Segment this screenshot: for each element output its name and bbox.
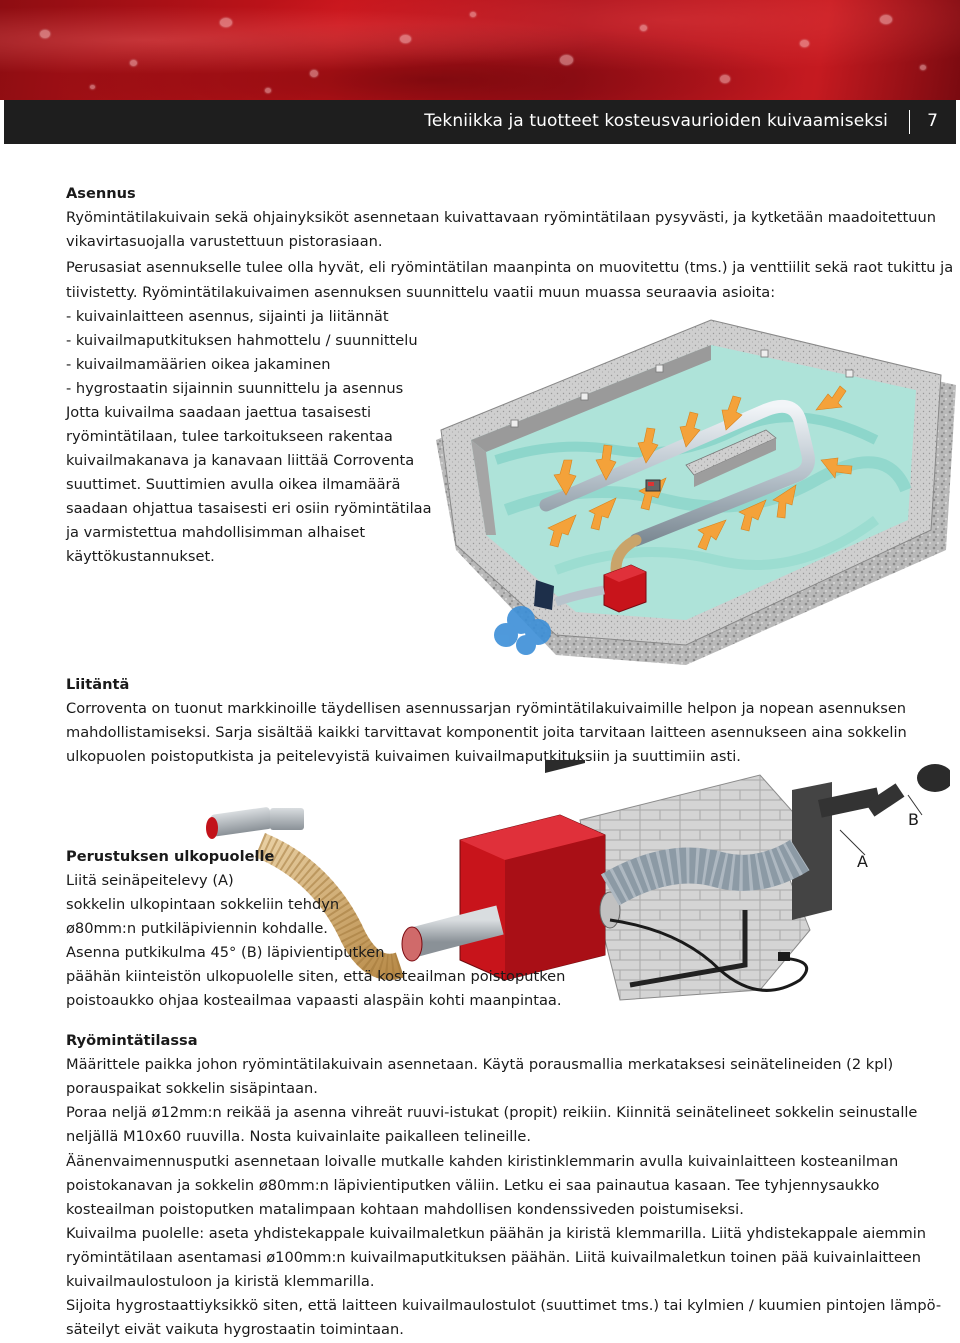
asennus-line: - hygrostaatin sijainnin suunnittelu ja asennus bbox=[66, 380, 404, 397]
page-number: 7 bbox=[927, 111, 938, 131]
ryomintatilassa-line: Määrittele paikka johon ryömintätilakuivain asennetaan. Käytä porausmallia merkataksesi seinätelineiden (2 kpl) bbox=[66, 1056, 894, 1073]
ryomintatilassa-line: Poraa neljä ø12mm:n reikää ja asenna vihreät ruuvi-istukat (propit) reikiin. Kiinnitä seinätelineet sokkelin seinustalle bbox=[66, 1104, 918, 1121]
asennus-line: kuivailmakanava ja kanavaan liittää Corroventa bbox=[66, 452, 415, 469]
figure-label-a: A bbox=[857, 852, 868, 871]
ryomintatilassa-line: säteilyt eivät vaikuta hygrostaatin toimintaan. bbox=[66, 1321, 404, 1338]
ryomintatilassa-line: kosteailman poistoputken matalimpaan kohtaan mahdollisen kondenssiveden poistumiseksi. bbox=[66, 1201, 744, 1218]
asennus-line: ryömintätilaan, tulee tarkoitukseen rakentaa bbox=[66, 428, 393, 445]
asennus-line: - kuivainlaitteen asennus, sijainti ja liitännät bbox=[66, 308, 389, 325]
ryomintatilassa-line: Sijoita hygrostaattiyksikkö siten, että laitteen kuivailmaulostulot (suuttimet tms.) tai kylmien / kuumien pintojen lämpö- bbox=[66, 1297, 942, 1314]
asennus-line: vikavirtasuojalla varustettuun pistorasiaan. bbox=[66, 233, 383, 250]
perustuksen-line: ø80mm:n putkiläpiviennin kohdalle. bbox=[66, 920, 328, 937]
perustuksen-line: poistoaukko ohjaa kosteailmaa vapaasti alaspäin kohti maanpintaa. bbox=[66, 992, 562, 1009]
perustuksen-line: sokkelin ulkopintaan sokkeliin tehdyn bbox=[66, 896, 340, 913]
page-header bbox=[4, 100, 956, 144]
ryomintatilassa-line: Kuivailma puolelle: aseta yhdistekappale kuivailmaletkun päähän ja kiristä klemmarilla. Liitä yhdistekappale aiemmin bbox=[66, 1225, 927, 1242]
figure-label-b: B bbox=[908, 810, 919, 829]
liitanta-line: Corroventa on tuonut markkinoille täydellisen asennussarjan ryömintätilakuivaimille helpon ja nopean asennuksen bbox=[66, 700, 907, 717]
ryomintatilassa-line: ryömintätilaan asentamasi ø100mm:n kuivailmaputkituksen päähän. Liitä kuivailmaletkun toinen pää kuivainlaitteen bbox=[66, 1249, 922, 1266]
liitanta-line: mahdollistamiseksi. Sarja sisältää kaikki tarvittavat komponentit joita tarvitaan laitteen asennukseen aina sokkelin bbox=[66, 724, 907, 741]
ryomintatilassa-line: porauspaikat sokkelin sisäpintaan. bbox=[66, 1080, 318, 1097]
ryomintatilassa-line: kuivailmaulostuloon ja kiristä klemmarilla. bbox=[66, 1273, 375, 1290]
asennus-line: Perusasiat asennukselle tulee olla hyvät, eli ryömintätilan maanpinta on muovitettu (tms.) ja venttiilit sekä raot tukittu ja bbox=[66, 259, 954, 276]
liitanta-line: ulkopuolen poistoputkista ja peitelevyistä kuivaimen kuivailmaputkituksiin ja suuttimiin asti. bbox=[66, 748, 741, 765]
header-title: Tekniikka ja tuotteet kosteusvaurioiden kuivaamiseksi bbox=[424, 111, 888, 131]
asennus-line: käyttökustannukset. bbox=[66, 548, 215, 565]
section-heading-ryomintatilassa: Ryömintätilassa bbox=[66, 1032, 198, 1049]
section-heading-perustuksen-ulkopuolelle: Perustuksen ulkopuolelle bbox=[66, 848, 275, 865]
asennus-line: Jotta kuivailma saadaan jaettua tasaisesti bbox=[66, 404, 372, 421]
ryomintatilassa-line: neljällä M10x60 ruuvilla. Nosta kuivainlaite paikalleen telineille. bbox=[66, 1128, 532, 1145]
perustuksen-line: päähän kiinteistön ulkopuolelle siten, että kosteailman poistoputken bbox=[66, 968, 566, 985]
crawlspace-illustration bbox=[436, 290, 956, 670]
asennus-line: - kuivailmamäärien oikea jakaminen bbox=[66, 356, 331, 373]
header-banner-image bbox=[0, 0, 960, 100]
ryomintatilassa-line: Äänenvaimennusputki asennetaan loivalle mutkalle kahden kiristinklemmarin avulla kuivainlaitteen kosteanilman bbox=[66, 1153, 899, 1170]
section-heading-asennus: Asennus bbox=[66, 185, 136, 202]
perustuksen-line: Liitä seinäpeitelevy (A) bbox=[66, 872, 234, 889]
asennus-line: tiivistetty. Ryömintätilakuivaimen asennuksen suunnittelu vaatii muun muassa seuraavia asioita: bbox=[66, 284, 776, 301]
perustuksen-line: Asenna putkikulma 45° (B) läpivientiputken bbox=[66, 944, 385, 961]
ryomintatilassa-line: poistokanavan ja sokkelin ø80mm:n läpivientiputken väliin. Letku ei saa painautua kasaan. Tee tyhjennysaukko bbox=[66, 1177, 880, 1194]
asennus-line: suuttimet. Suuttimien avulla oikea ilmamäärä bbox=[66, 476, 401, 493]
asennus-line: Ryömintätilakuivain sekä ohjainyksiköt asennetaan kuivattavaan ryömintätilaan pysyvästi, ja kytketään maadoitettuun bbox=[66, 209, 936, 226]
header-divider bbox=[909, 110, 910, 134]
asennus-line: saadaan ohjattua tasaisesti eri osiin ryömintätilaa bbox=[66, 500, 432, 517]
section-heading-liitanta: Liitäntä bbox=[66, 676, 130, 693]
asennus-line: - kuivailmaputkituksen hahmottelu / suunnittelu bbox=[66, 332, 418, 349]
asennus-line: ja varmistettua mahdollisimman alhaiset bbox=[66, 524, 366, 541]
